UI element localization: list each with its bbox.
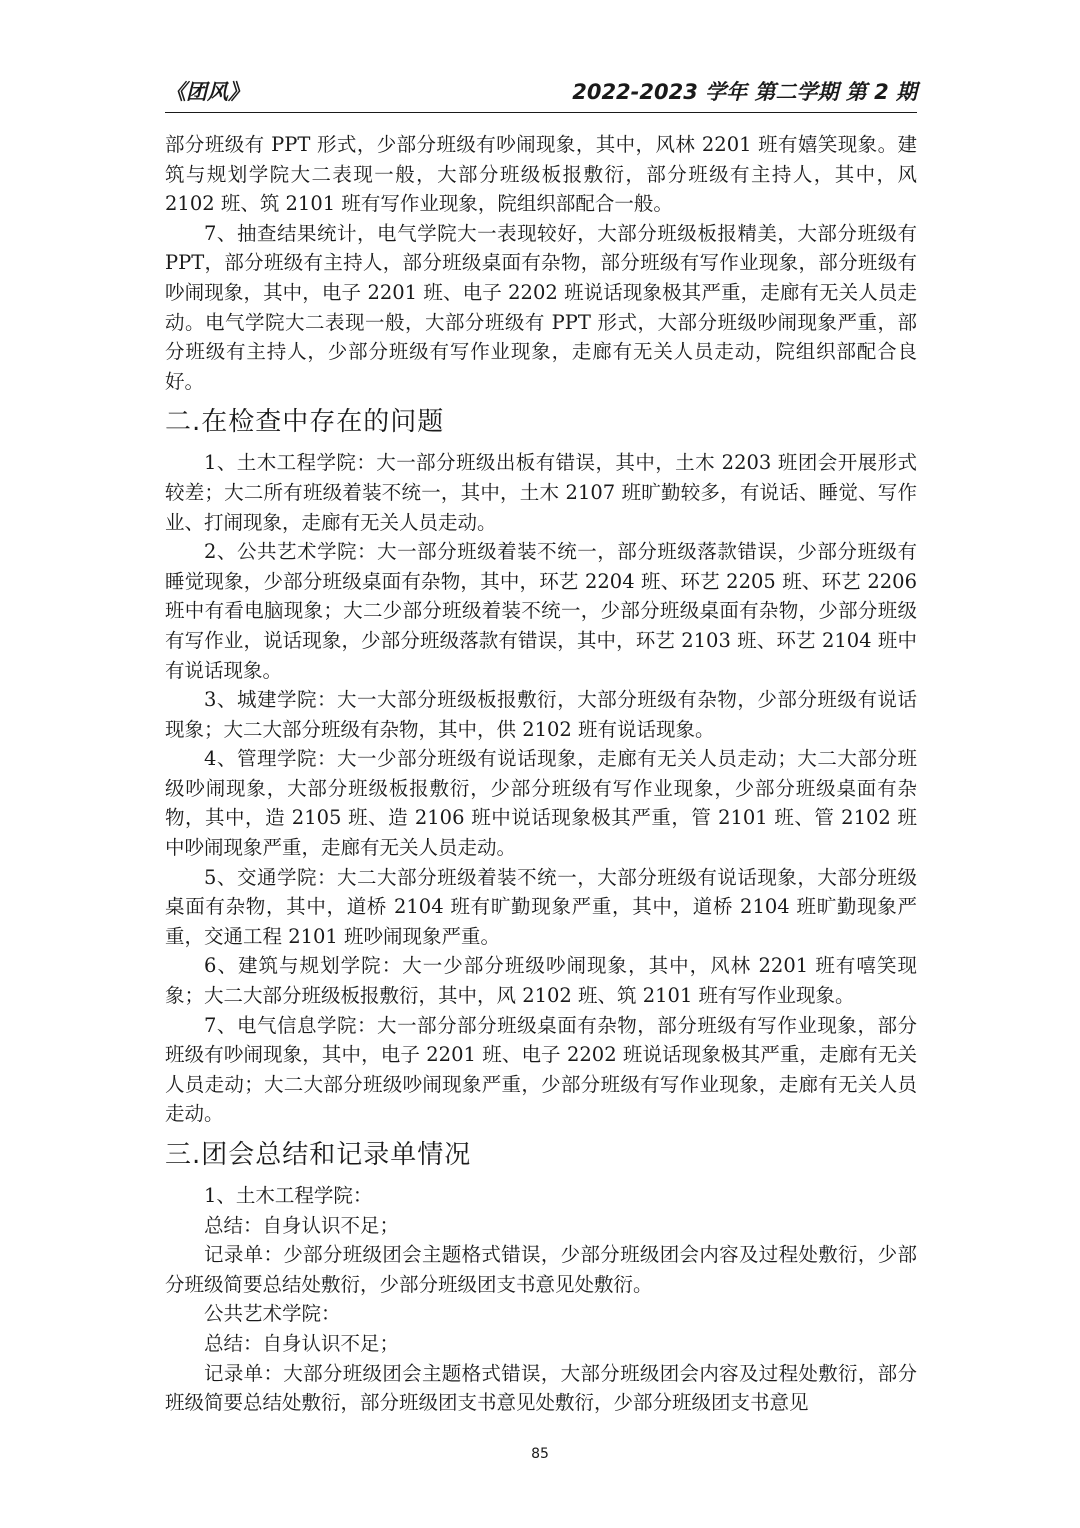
paragraph: 4、管理学院：大一少部分班级有说话现象，走廊有无关人员走动；大二大部分班级吵闹现象，大部分班级板报敷衍，少部分班级有写作业现象，少部分班级桌面有杂物，其中，造 2105 班、造 2106 班中说话现象极其严重，管 2101 班、管 2102 班中吵闹现象严重，走廊有无关人员走动。 <box>165 747 917 860</box>
document-body <box>165 130 917 1418</box>
paragraph: 7、抽查结果统计，电气学院大一表现较好，大部分班级板报精美，大部分班级有 PPT，部分班级有主持人，部分班级桌面有杂物，部分班级有写作业现象，部分班级有吵闹现象，其中，电子 2201 班、电子 2202 班说话现象极其严重，走廊有无关人员走动。电气学院大二表现一般，大部分班级有 PPT 形式，大部分班级吵闹现象严重，部分班级有主持人，少部分班级有写作业现象，走廊有无关人员走动，院组织部配合良好。 <box>165 221 917 393</box>
page-number: 85 <box>531 1446 549 1462</box>
paragraph: 3、城建学院：大一大部分班级板报敷衍，大部分班级有杂物，少部分班级有说话现象；大二大部分班级有杂物，其中，供 2102 班有说话现象。 <box>165 688 917 741</box>
paragraph: 记录单：少部分班级团会主题格式错误，少部分班级团会内容及过程处敷衍，少部分班级简要总结处敷衍，少部分班级团支书意见处敷衍。 <box>165 1243 917 1296</box>
paragraph: 公共艺术学院： <box>204 1302 341 1326</box>
journal-title: 《团风》 <box>165 80 249 104</box>
section-heading: 二.在检查中存在的问题 <box>165 407 445 438</box>
paragraph: 1、土木工程学院：大一部分班级出板有错误，其中，土木 2203 班团会开展形式较差；大二所有班级着装不统一，其中，土木 2107 班旷勤较多，有说话、睡觉、写作业、打闹现象，走廊有无关人员走动。 <box>165 451 917 534</box>
issue-info: 2022-2023 学年 第二学期 第 2 期 <box>572 80 917 104</box>
section-heading: 三.团会总结和记录单情况 <box>165 1140 472 1170</box>
page-header <box>165 72 917 113</box>
paragraph: 2、公共艺术学院：大一部分班级着装不统一，部分班级落款错误，少部分班级有睡觉现象，少部分班级桌面有杂物，其中，环艺 2204 班、环艺 2205 班、环艺 2206 班中有看电脑现象；大二少部分班级着装不统一，少部分班级桌面有杂物，少部分班级有写作业，说话现象，少部分班级落款有错误，其中，环艺 2103 班、环艺 2104 班中有说话现象。 <box>165 540 917 682</box>
paragraph: 5、交通学院：大二大部分班级着装不统一，大部分班级有说话现象，大部分班级桌面有杂物，其中，道桥 2104 班有旷勤现象严重，其中，道桥 2104 班旷勤现象严重，交通工程 2101 班吵闹现象严重。 <box>165 865 917 948</box>
paragraph: 记录单：大部分班级团会主题格式错误，大部分班级团会内容及过程处敷衍，部分班级简要总结处敷衍，部分班级团支书意见处敷衍，少部分班级团支书意见 <box>165 1361 917 1415</box>
paragraph: 总结：自身认识不足； <box>204 1213 400 1237</box>
paragraph: 总结：自身认识不足； <box>204 1331 400 1355</box>
paragraph: 1、土木工程学院： <box>204 1184 373 1207</box>
paragraph: 部分班级有 PPT 形式，少部分班级有吵闹现象，其中，风林 2201 班有嬉笑现象。建筑与规划学院大二表现一般，大部分班级板报敷衍，部分班级有主持人，其中，风 2102 班、筑 2101 班有写作业现象，院组织部配合一般。 <box>165 133 917 216</box>
paragraph: 6、建筑与规划学院：大一少部分班级吵闹现象，其中，风林 2201 班有嘻笑现象；大二大部分班级板报敷衍，其中，风 2102 班、筑 2101 班有写作业现象。 <box>165 954 917 1008</box>
paragraph: 7、电气信息学院：大一部分部分班级桌面有杂物，部分班级有写作业现象，部分班级有吵闹现象，其中，电子 2201 班、电子 2202 班说话现象极其严重，走廊有无关人员走动；大二大部分班级吵闹现象严重，少部分班级有写作业现象，走廊有无关人员走动。 <box>165 1013 917 1126</box>
